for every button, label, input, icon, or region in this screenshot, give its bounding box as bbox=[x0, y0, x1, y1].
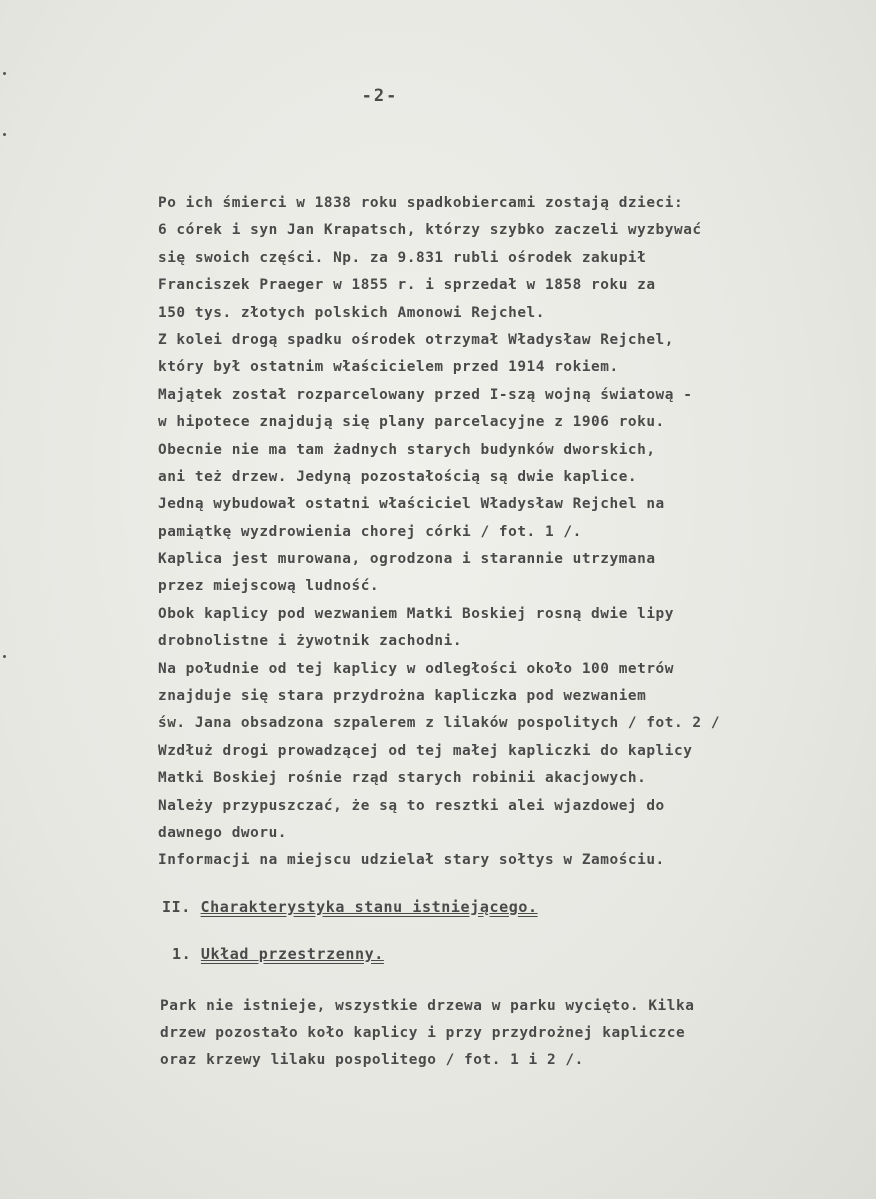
text-line: Na południe od tej kaplicy w odległości około 100 metrów bbox=[158, 660, 674, 677]
text-line: św. Jana obsadzona szpalerem z lilaków pospolitych / fot. 2 / bbox=[158, 715, 721, 732]
text-line: się swoich części. Np. za 9.831 rubli ośrodek zakupił bbox=[158, 249, 647, 266]
margin-mark bbox=[3, 133, 6, 136]
margin-mark bbox=[3, 72, 6, 75]
main-paragraph bbox=[158, 190, 848, 875]
text-line: Informacji na miejscu udzielał stary sołtys w Zamościu. bbox=[158, 852, 665, 869]
text-line: Obok kaplicy pod wezwaniem Matki Boskiej rosną dwie lipy bbox=[158, 605, 674, 622]
text-line: ani też drzew. Jedyną pozostałością są dwie kaplice. bbox=[158, 468, 638, 485]
text-line: Z kolei drogą spadku ośrodek otrzymał Władysław Rejchel, bbox=[158, 331, 674, 348]
text-line: Wzdłuż drogi prowadzącej od tej małej kapliczki do kaplicy bbox=[158, 742, 693, 759]
subsection-number: 1. bbox=[172, 945, 201, 963]
text-line: 6 córek i syn Jan Krapatsch, którzy szybko zaczeli wyzbywać bbox=[158, 222, 702, 239]
text-line: który był ostatnim właścicielem przed 1914 rokiem. bbox=[158, 359, 619, 376]
section-title: Charakterystyka stanu istniejącego. bbox=[200, 898, 538, 916]
text-line: w hipotece znajdują się plany parcelacyjne z 1906 roku. bbox=[158, 414, 665, 431]
subsection-heading bbox=[172, 945, 384, 963]
text-line: drzew pozostało koło kaplicy i przy przydrożnej kapliczce bbox=[160, 1025, 686, 1041]
text-line: oraz krzewy lilaku pospolitego / fot. 1 i 2 /. bbox=[160, 1052, 584, 1068]
text-line: Jedną wybudował ostatni właściciel Władysław Rejchel na bbox=[158, 496, 665, 513]
text-line: Obecnie nie ma tam żadnych starych budynków dworskich, bbox=[158, 441, 656, 458]
text-line: przez miejscową ludność. bbox=[158, 578, 380, 595]
text-line: Matki Boskiej rośnie rząd starych robinii akacjowych. bbox=[158, 770, 647, 787]
subsection-title: Układ przestrzenny. bbox=[200, 945, 384, 963]
text-line: drobnolistne i żywotnik zachodni. bbox=[158, 633, 463, 650]
text-line: pamiątkę wyzdrowienia chorej córki / fot. 1 /. bbox=[158, 523, 582, 540]
text-line: 150 tys. złotych polskich Amonowi Rejchel. bbox=[158, 304, 545, 321]
text-line: Należy przypuszczać, że są to resztki alei wjazdowej do bbox=[158, 797, 665, 814]
second-paragraph bbox=[160, 993, 694, 1074]
text-line: Franciszek Praeger w 1855 r. i sprzedał w 1858 roku za bbox=[158, 277, 656, 294]
text-line: Park nie istnieje, wszystkie drzewa w parku wycięto. Kilka bbox=[160, 998, 695, 1014]
text-line: Kaplica jest murowana, ogrodzona i starannie utrzymana bbox=[158, 551, 656, 568]
page-number: -2- bbox=[361, 86, 399, 106]
text-line: Po ich śmierci w 1838 roku spadkobiercami zostają dzieci: bbox=[158, 195, 684, 211]
text-line: znajduje się stara przydrożna kapliczka pod wezwaniem bbox=[158, 688, 647, 705]
text-line: Majątek został rozparcelowany przed I-szą wojną światową - bbox=[158, 386, 693, 403]
section-heading bbox=[162, 898, 538, 916]
margin-mark bbox=[3, 655, 6, 658]
text-line: dawnego dworu. bbox=[158, 824, 287, 841]
section-number: II. bbox=[162, 898, 201, 916]
